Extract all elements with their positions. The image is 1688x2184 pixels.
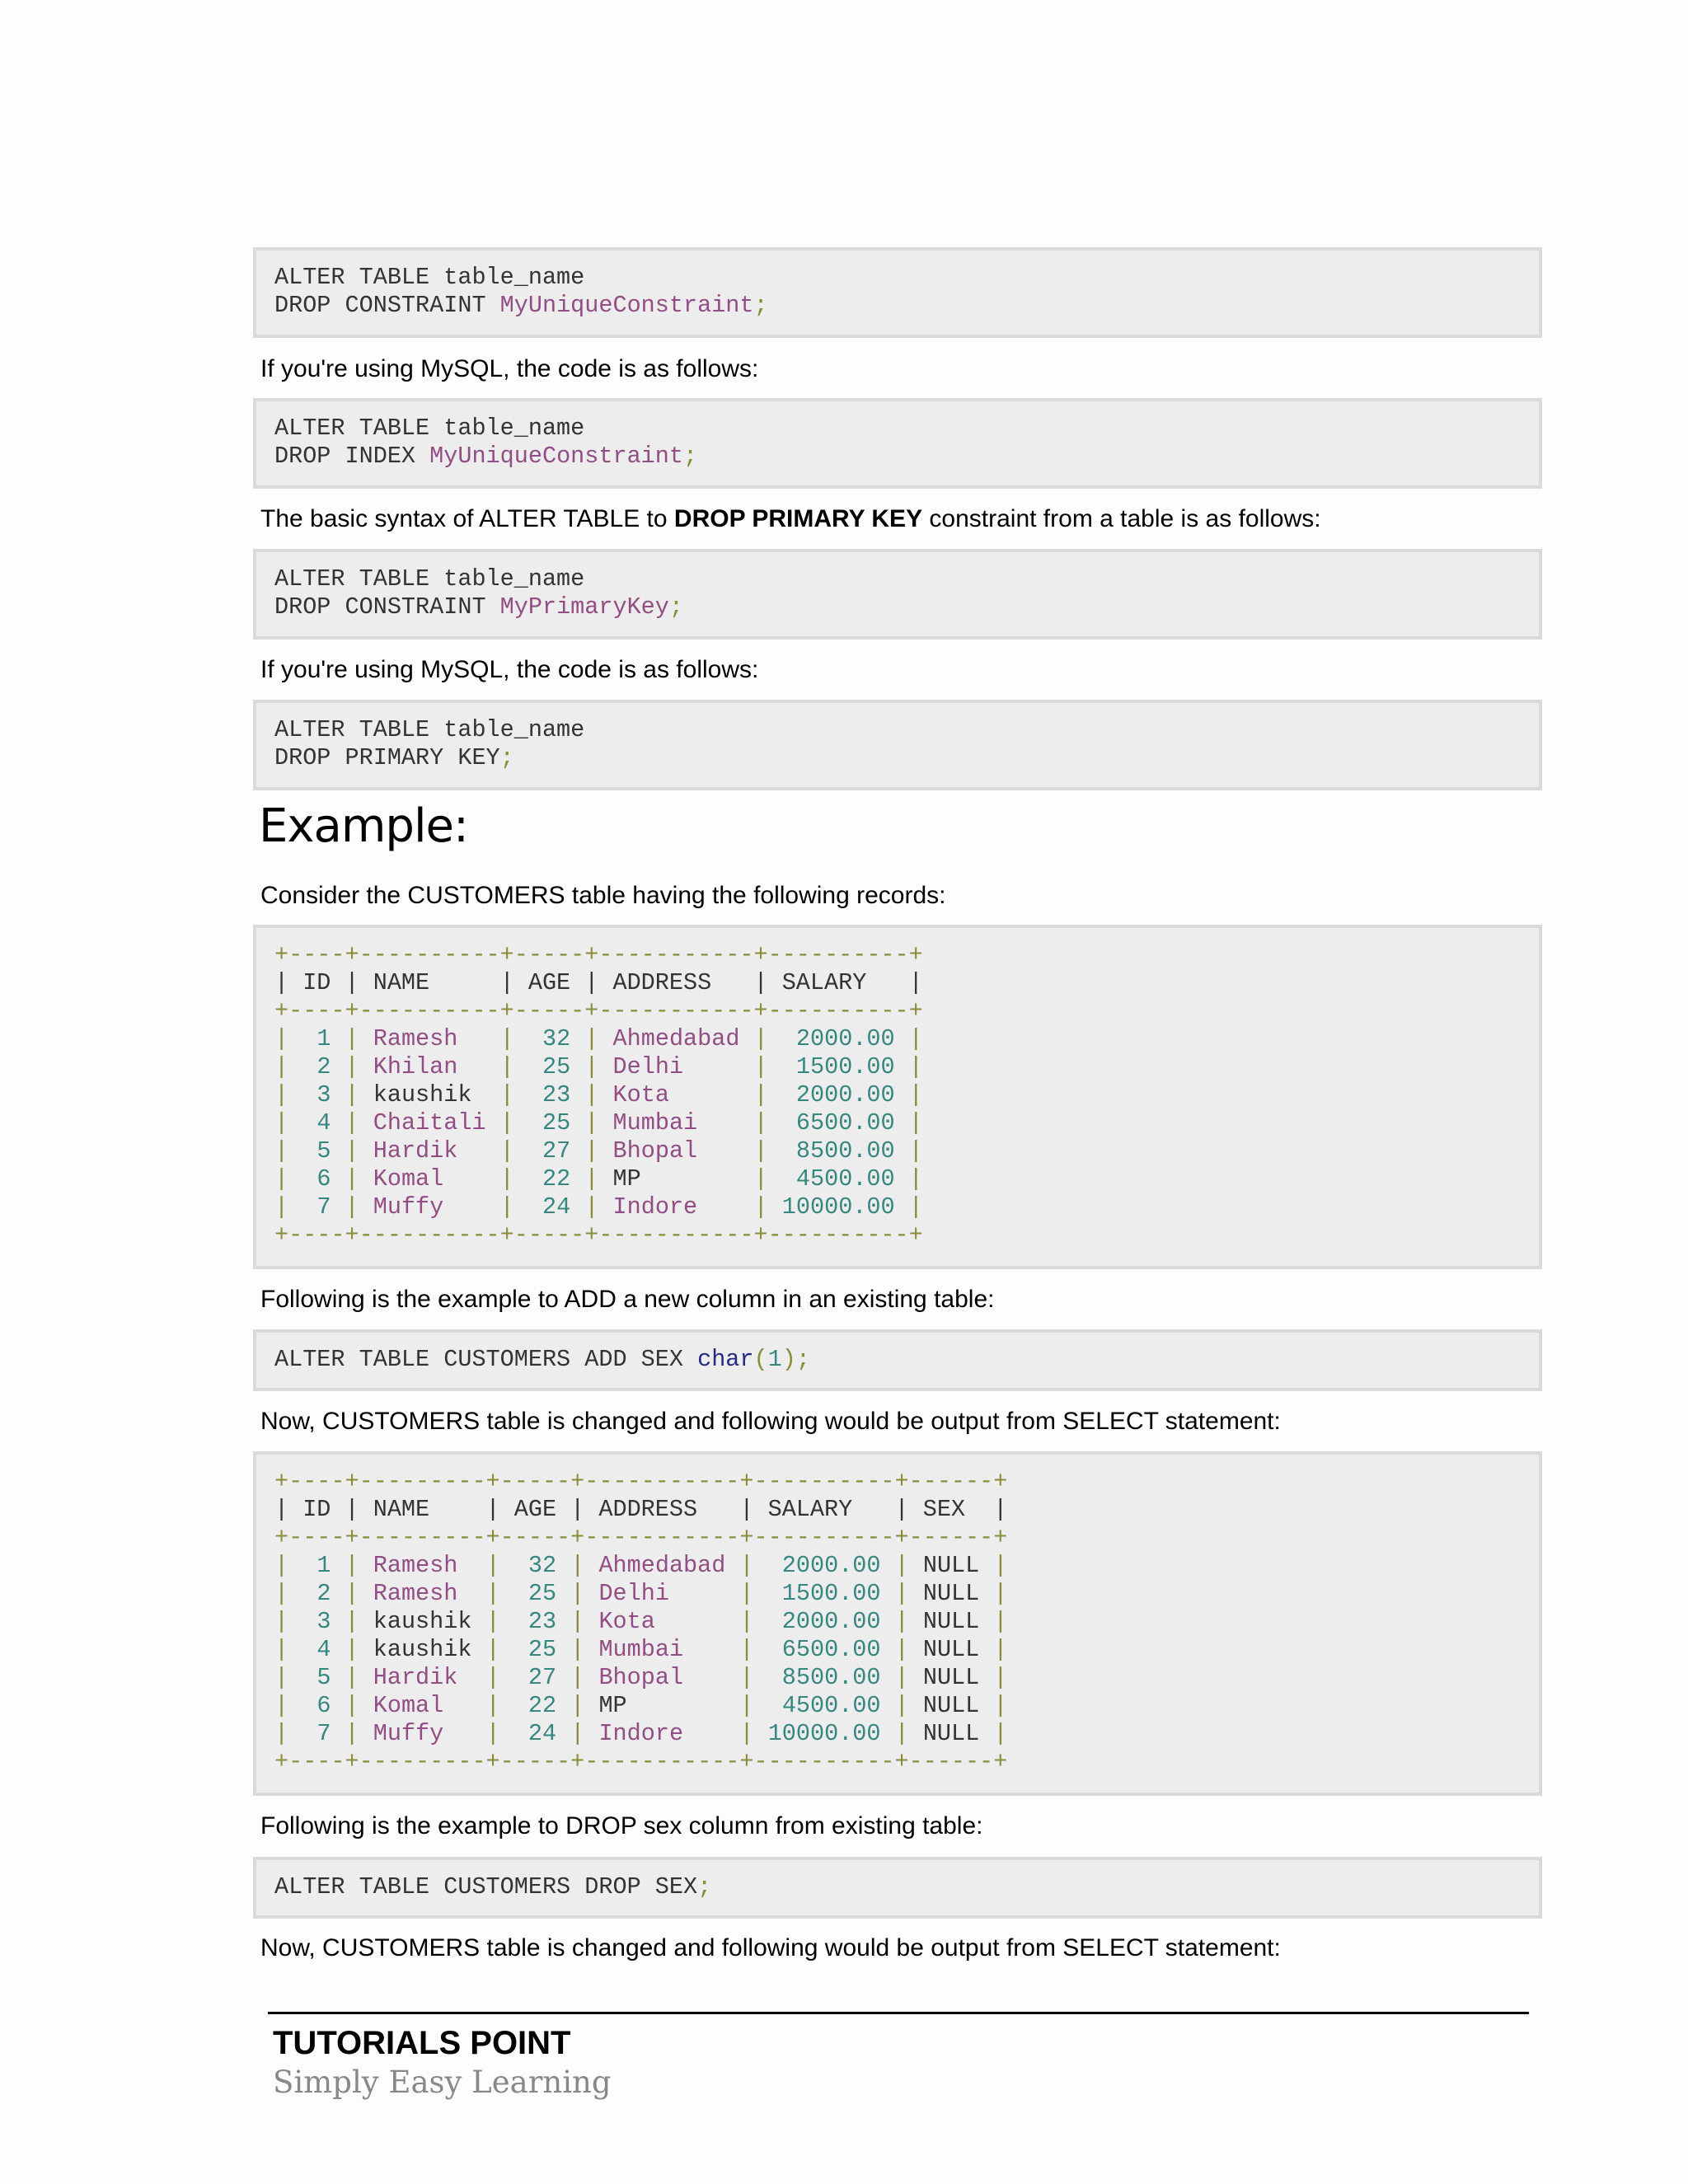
paragraph-mysql-note: If you're using MySQL, the code is as follows:	[260, 656, 759, 683]
table-cell-age: 23	[542, 1081, 571, 1108]
table-cell-id: 4	[316, 1636, 331, 1663]
table-separator: |	[570, 1193, 613, 1221]
table-cell-age: 24	[542, 1193, 571, 1221]
table-cell-salary: 1500.00	[781, 1580, 881, 1607]
table-separator: |	[880, 1692, 923, 1719]
table-cell-age: 25	[542, 1109, 571, 1137]
table-row	[274, 1053, 923, 1080]
table-separator: |	[471, 1608, 514, 1635]
table-separator: |	[471, 1552, 514, 1579]
table-cell-address: Ahmedabad	[612, 1025, 740, 1052]
table-row	[274, 1692, 1008, 1719]
table-separator: |	[274, 1137, 303, 1165]
table-separator: |	[331, 1664, 373, 1691]
table-separator: |	[471, 1720, 514, 1747]
table-cell-id: 6	[316, 1165, 331, 1193]
code-punct: ;	[697, 1873, 712, 1900]
table-separator: |	[570, 1137, 613, 1165]
customers-table-output	[256, 928, 1539, 1249]
table-cell-age: 23	[528, 1608, 557, 1635]
code-block-drop-primary-constraint	[253, 549, 1542, 640]
table-cell-name: Komal	[373, 1692, 444, 1719]
table-cell-id: 1	[316, 1025, 331, 1052]
table-cell-sex: NULL	[922, 1664, 980, 1691]
table-border: +----+---------+-----+-----------+----------+------+	[274, 1524, 1008, 1551]
table-cell-address: Delhi	[612, 1053, 684, 1080]
code-keyword: DROP CONSTRAINT	[274, 292, 486, 319]
table-separator: |	[331, 1552, 373, 1579]
paragraph-mysql-note: If you're using MySQL, the code is as follows:	[260, 355, 759, 382]
table-separator: |	[979, 1692, 1008, 1719]
code-keyword: ALTER TABLE CUSTOMERS DROP SEX	[274, 1873, 698, 1900]
table-border: +----+---------+-----+-----------+----------+------+	[274, 1748, 1008, 1775]
table-cell-address: Indore	[612, 1193, 698, 1221]
paragraph-drop-column: Following is the example to DROP sex column from existing table:	[260, 1812, 983, 1840]
table-cell-name: Ramesh	[373, 1025, 458, 1052]
table-cell-age: 32	[542, 1025, 571, 1052]
code-block-drop-constraint	[253, 247, 1542, 338]
table-separator: |	[274, 1692, 303, 1719]
customers-table-with-sex-output	[256, 1455, 1539, 1776]
table-cell-name: kaushik	[373, 1081, 472, 1108]
table-separator: |	[471, 1664, 514, 1691]
code-punct: (	[753, 1346, 768, 1373]
table-separator: |	[979, 1608, 1008, 1635]
table-separator: |	[274, 1081, 303, 1108]
code-punct: ;	[753, 292, 768, 319]
table-separator: |	[725, 1692, 768, 1719]
table-cell-salary: 8500.00	[781, 1664, 881, 1691]
table-separator: |	[880, 1664, 923, 1691]
table-separator: |	[739, 1109, 782, 1137]
table-cell-salary: 6500.00	[795, 1109, 895, 1137]
table-separator: |	[556, 1692, 599, 1719]
table-cell-age: 27	[528, 1664, 557, 1691]
table-cell-address: Bhopal	[612, 1137, 698, 1165]
code-line: ALTER TABLE table_name	[274, 264, 585, 291]
table-cell-address: Bhopal	[598, 1664, 684, 1691]
table-separator: |	[739, 1053, 782, 1080]
table-separator: |	[880, 1720, 923, 1747]
table-separator: |	[979, 1664, 1008, 1691]
table-separator: |	[471, 1692, 514, 1719]
table-cell-salary: 2000.00	[795, 1081, 895, 1108]
table-cell-salary: 10000.00	[781, 1193, 895, 1221]
table-separator: |	[739, 1025, 782, 1052]
table-separator: |	[556, 1608, 599, 1635]
table-separator: |	[331, 1053, 373, 1080]
table-cell-address: Mumbai	[612, 1109, 698, 1137]
table-header: | ID | NAME | AGE | ADDRESS | SALARY |	[274, 969, 923, 996]
table-cell-sex: NULL	[922, 1580, 980, 1607]
table-cell-id: 3	[316, 1081, 331, 1108]
table-cell-salary: 2000.00	[781, 1608, 881, 1635]
table-cell-id: 7	[316, 1193, 331, 1221]
table-separator: |	[739, 1193, 782, 1221]
table-row	[274, 1025, 923, 1052]
code-punct: ;	[499, 744, 514, 771]
paragraph-bold-text: DROP PRIMARY KEY	[673, 505, 923, 532]
table-separator: |	[274, 1552, 303, 1579]
table-cell-id: 4	[316, 1109, 331, 1137]
paragraph-customers-intro: Consider the CUSTOMERS table having the following records:	[260, 882, 946, 909]
table-cell-age: 24	[528, 1720, 557, 1747]
code-line: ALTER TABLE table_name	[274, 415, 585, 442]
table-cell-name: Hardik	[373, 1664, 458, 1691]
table-separator: |	[556, 1580, 599, 1607]
table-cell-address: Delhi	[598, 1580, 669, 1607]
table-cell-name: kaushik	[373, 1636, 472, 1663]
table-separator: |	[739, 1165, 782, 1193]
paragraph-add-column: Following is the example to ADD a new column in an existing table:	[260, 1286, 995, 1313]
table-separator: |	[331, 1580, 373, 1607]
table-border: +----+----------+-----+-----------+----------+	[274, 941, 923, 968]
table-separator: |	[274, 1193, 303, 1221]
table-cell-age: 22	[542, 1165, 571, 1193]
table-row	[274, 1580, 1007, 1607]
table-row	[274, 1137, 923, 1165]
table-separator: |	[485, 1025, 528, 1052]
table-separator: |	[331, 1636, 373, 1663]
table-cell-name: Ramesh	[373, 1552, 458, 1579]
code-line: ALTER TABLE table_name	[274, 565, 585, 593]
table-separator: |	[570, 1109, 613, 1137]
paragraph-drop-primary-key	[260, 504, 1321, 534]
code-block-drop-column	[253, 1857, 1542, 1919]
table-separator: |	[471, 1580, 514, 1607]
table-separator: |	[274, 1025, 303, 1052]
table-border: +----+----------+-----+-----------+----------+	[274, 997, 923, 1024]
code-block-customers-table	[253, 925, 1542, 1269]
table-border: +----+----------+-----+-----------+----------+	[274, 1221, 923, 1249]
table-border: +----+---------+-----+-----------+----------+------+	[274, 1468, 1008, 1495]
table-separator: |	[979, 1580, 1008, 1607]
table-cell-age: 27	[542, 1137, 571, 1165]
code-keyword: DROP CONSTRAINT	[274, 593, 486, 621]
table-separator: |	[556, 1636, 599, 1663]
table-cell-id: 1	[316, 1552, 331, 1579]
table-row	[274, 1165, 923, 1193]
table-cell-sex: NULL	[922, 1552, 980, 1579]
paragraph-output-note: Now, CUSTOMERS table is changed and following would be output from SELECT statement:	[260, 1408, 1281, 1435]
table-separator: |	[274, 1580, 303, 1607]
code-identifier: MyUniqueConstraint	[429, 443, 683, 470]
table-row	[274, 1109, 923, 1137]
table-cell-name: Komal	[373, 1165, 444, 1193]
table-cell-age: 32	[528, 1552, 557, 1579]
table-cell-sex: NULL	[922, 1608, 980, 1635]
table-separator: |	[894, 1165, 923, 1193]
table-cell-salary: 2000.00	[795, 1025, 895, 1052]
table-separator: |	[725, 1580, 768, 1607]
table-separator: |	[274, 1608, 303, 1635]
table-separator: |	[570, 1025, 613, 1052]
code-line: ALTER TABLE table_name	[274, 716, 585, 743]
table-separator: |	[331, 1165, 373, 1193]
code-block-add-column	[253, 1329, 1542, 1391]
code-punct: ;	[668, 593, 683, 621]
table-separator: |	[725, 1552, 768, 1579]
table-separator: |	[725, 1636, 768, 1663]
table-separator: |	[331, 1608, 373, 1635]
code-keyword: DROP INDEX	[274, 443, 416, 470]
table-cell-age: 25	[542, 1053, 571, 1080]
code-block-customers-table-with-sex	[253, 1451, 1542, 1796]
table-cell-salary: 10000.00	[767, 1720, 881, 1747]
table-separator: |	[274, 1636, 303, 1663]
table-separator: |	[880, 1580, 923, 1607]
table-separator: |	[725, 1608, 768, 1635]
table-separator: |	[894, 1109, 923, 1137]
table-cell-age: 25	[528, 1636, 557, 1663]
paragraph-output-note: Now, CUSTOMERS table is changed and following would be output from SELECT statement:	[260, 1934, 1281, 1961]
table-row	[274, 1081, 923, 1108]
table-cell-salary: 6500.00	[781, 1636, 881, 1663]
table-separator: |	[894, 1053, 923, 1080]
table-row	[274, 1720, 1007, 1747]
table-cell-salary: 4500.00	[781, 1692, 881, 1719]
table-row	[274, 1636, 1007, 1663]
table-row	[274, 1193, 923, 1221]
table-cell-name: kaushik	[373, 1608, 472, 1635]
table-cell-name: Hardik	[373, 1137, 458, 1165]
table-separator: |	[880, 1636, 923, 1663]
table-separator: |	[556, 1552, 599, 1579]
table-cell-name: Muffy	[373, 1193, 444, 1221]
table-cell-sex: NULL	[922, 1720, 980, 1747]
table-separator: |	[570, 1053, 613, 1080]
code-number: 1	[767, 1346, 782, 1373]
table-cell-id: 2	[316, 1053, 331, 1080]
table-separator: |	[556, 1720, 599, 1747]
table-separator: |	[570, 1165, 613, 1193]
table-separator: |	[331, 1025, 373, 1052]
table-cell-address: MP	[612, 1165, 641, 1193]
table-separator: |	[739, 1081, 782, 1108]
table-cell-id: 6	[316, 1692, 331, 1719]
table-cell-name: Khilan	[373, 1053, 458, 1080]
table-cell-address: Kota	[612, 1081, 669, 1108]
code-punct: ;	[683, 443, 698, 470]
table-cell-salary: 8500.00	[795, 1137, 895, 1165]
table-separator: |	[331, 1692, 373, 1719]
paragraph-text: constraint from a table is as follows:	[922, 505, 1321, 532]
table-separator: |	[880, 1608, 923, 1635]
table-separator: |	[485, 1137, 528, 1165]
code-keyword: ALTER TABLE CUSTOMERS ADD SEX	[274, 1346, 683, 1373]
table-cell-address: Indore	[598, 1720, 684, 1747]
table-cell-id: 2	[316, 1580, 331, 1607]
table-cell-salary: 4500.00	[795, 1165, 895, 1193]
table-row	[274, 1664, 1007, 1691]
table-cell-salary: 2000.00	[781, 1552, 881, 1579]
code-block-drop-index	[253, 398, 1542, 489]
table-separator: |	[556, 1664, 599, 1691]
table-cell-id: 3	[316, 1608, 331, 1635]
table-cell-name: Ramesh	[373, 1580, 458, 1607]
table-cell-salary: 1500.00	[795, 1053, 895, 1080]
table-cell-sex: NULL	[922, 1692, 980, 1719]
table-separator: |	[725, 1664, 768, 1691]
table-separator: |	[331, 1720, 373, 1747]
table-cell-address: Ahmedabad	[598, 1552, 726, 1579]
paragraph-text: The basic syntax of ALTER TABLE to	[260, 505, 674, 532]
footer-title: TUTORIALS POINT	[273, 2025, 571, 2061]
table-cell-sex: NULL	[922, 1636, 980, 1663]
table-separator: |	[331, 1193, 373, 1221]
code-type: char	[697, 1346, 754, 1373]
table-separator: |	[274, 1720, 303, 1747]
table-separator: |	[485, 1165, 528, 1193]
table-separator: |	[894, 1025, 923, 1052]
code-identifier: MyPrimaryKey	[499, 593, 669, 621]
table-separator: |	[979, 1552, 1008, 1579]
table-separator: |	[485, 1053, 528, 1080]
table-cell-address: MP	[598, 1692, 627, 1719]
table-separator: |	[274, 1664, 303, 1691]
table-separator: |	[274, 1109, 303, 1137]
table-cell-age: 25	[528, 1580, 557, 1607]
footer-subtitle: Simply Easy Learning	[273, 2064, 612, 2100]
table-header: | ID | NAME | AGE | ADDRESS | SALARY | SEX |	[274, 1496, 1008, 1523]
table-cell-address: Kota	[598, 1608, 655, 1635]
table-cell-address: Mumbai	[598, 1636, 684, 1663]
code-keyword: DROP PRIMARY KEY	[274, 744, 500, 771]
table-cell-id: 5	[316, 1137, 331, 1165]
table-cell-name: Chaitali	[373, 1109, 486, 1137]
table-row	[274, 1608, 1007, 1635]
table-separator: |	[894, 1193, 923, 1221]
table-cell-age: 22	[528, 1692, 557, 1719]
code-punct: );	[781, 1346, 810, 1373]
table-separator: |	[331, 1109, 373, 1137]
table-separator: |	[331, 1137, 373, 1165]
table-separator: |	[274, 1165, 303, 1193]
section-heading: Example:	[259, 799, 468, 853]
table-cell-id: 5	[316, 1664, 331, 1691]
table-separator: |	[739, 1137, 782, 1165]
table-separator: |	[274, 1053, 303, 1080]
table-separator: |	[471, 1636, 514, 1663]
table-separator: |	[880, 1552, 923, 1579]
table-row	[274, 1552, 1007, 1579]
table-separator: |	[331, 1081, 373, 1108]
footer-divider	[268, 2012, 1529, 2014]
code-block-drop-primary-key	[253, 700, 1542, 790]
table-separator: |	[570, 1081, 613, 1108]
table-separator: |	[894, 1081, 923, 1108]
table-separator: |	[894, 1137, 923, 1165]
table-separator: |	[725, 1720, 768, 1747]
table-cell-name: Muffy	[373, 1720, 444, 1747]
code-identifier: MyUniqueConstraint	[499, 292, 754, 319]
table-separator: |	[979, 1720, 1008, 1747]
table-separator: |	[485, 1193, 528, 1221]
table-separator: |	[485, 1081, 528, 1108]
table-separator: |	[979, 1636, 1008, 1663]
table-separator: |	[485, 1109, 528, 1137]
table-cell-id: 7	[316, 1720, 331, 1747]
